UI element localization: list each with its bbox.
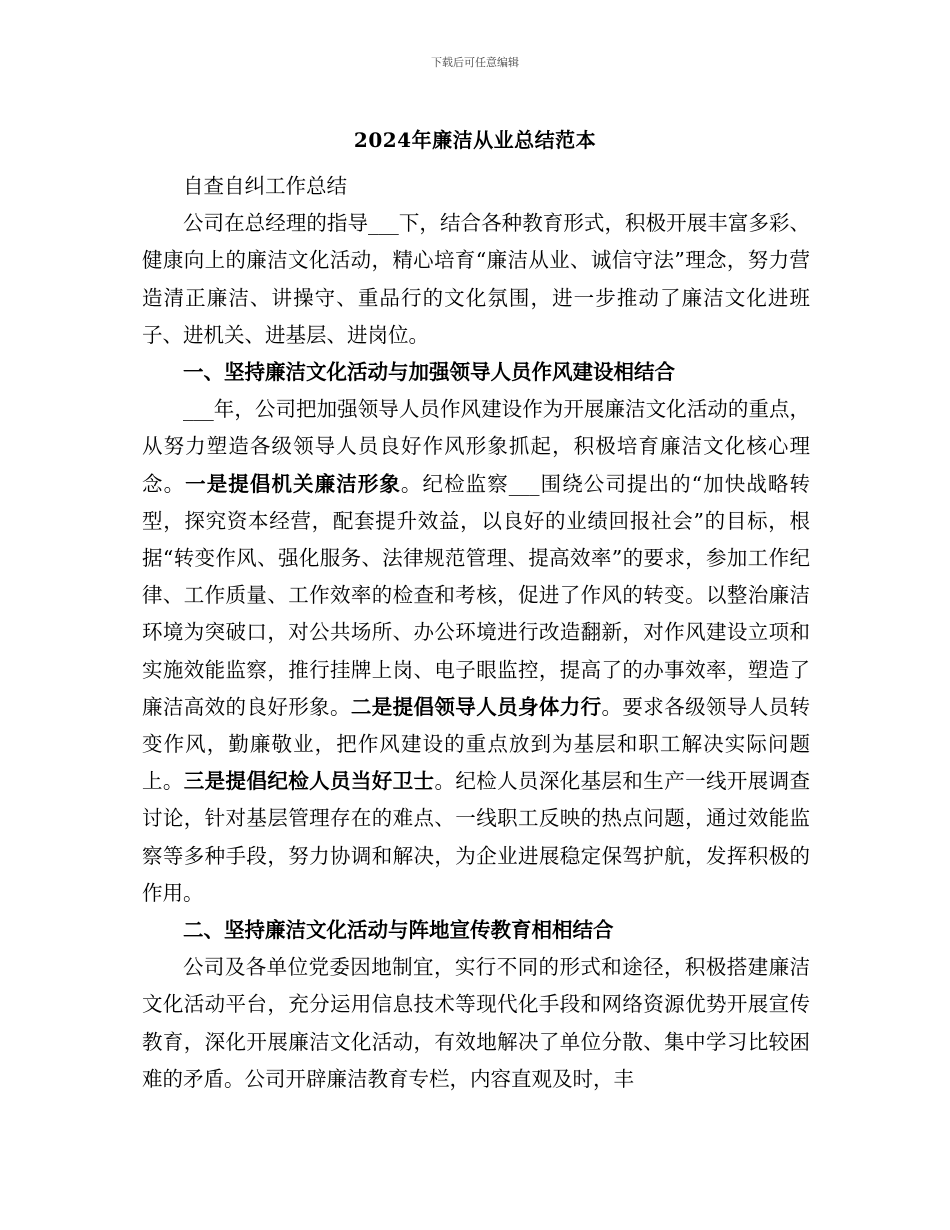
paragraph-section-2: 公司及各单位党委因地制宜，实行不同的形式和途径，积极搭建廉洁文化活动平台，充分运用信息技术等现代化手段和网络资源优势开展宣传教育，深化开展廉洁文化活动，有效地解决了单位分散、集中学习比较困难的矛盾。公司开辟廉洁教育专栏，内容直观及时，丰 bbox=[142, 955, 810, 1091]
section-heading-2: 二、坚持廉洁文化活动与阵地宣传教育相相结合 bbox=[183, 918, 614, 943]
paragraph-section-1 bbox=[142, 391, 810, 912]
paragraph-subtitle: 自查自纠工作总结 bbox=[183, 174, 347, 198]
document-title: 2024年廉洁从业总结范本 bbox=[353, 128, 597, 152]
text-run: ___年，公司把加强领导人员作风建设作为开展廉洁文化活动的重点，从努力塑造各级领导人员良好作风形象抓起，积极培育廉洁文化核心理念。 bbox=[142, 397, 810, 496]
bold-run-1: 一是提倡机关廉洁形象 bbox=[185, 471, 401, 496]
bold-run-2: 二是提倡领导人员身体力行 bbox=[350, 694, 602, 719]
text-run: 。纪检监察___围绕公司提出的“加快战略转型，探究资本经营，配套提升效益，以良好的业绩回报社会”的目标，根据“转变作风、强化服务、法律规范管理、提高效率”的要求，参加工作纪律、工作质量、工作效率的检查和考核，促进了作风的转变。以整治廉洁环境为突破口，对公共场所、办公环境进行改造翻新，对作风建设立项和实施效能监察，推行挂牌上岗、电子眼监控，提高了的办事效率，塑造了廉洁高效的良好形象。 bbox=[142, 471, 811, 719]
text-run: 。纪检人员深化基层和生产一线开展调查讨论，针对基层管理存在的难点、一线职工反映的热点问题，通过效能监察等多种手段，努力协调和解决，为企业进展稳定保驾护航，发挥积极的作用。 bbox=[142, 769, 811, 905]
bold-run-3: 三是提倡纪检人员当好卫士 bbox=[183, 769, 435, 794]
text-run: 。要求各级领导人员转变作风，勤廉敬业，把作风建设的重点放到为基层和职工解决实际问题上。 bbox=[142, 694, 811, 794]
header-note: 下载后可任意编辑 bbox=[431, 56, 519, 69]
document-body bbox=[142, 168, 810, 1098]
section-heading-1: 一、坚持廉洁文化活动与加强领导人员作风建设相结合 bbox=[183, 360, 675, 385]
paragraph-intro: 公司在总经理的指导___下，结合各种教育形式，积极开展丰富多彩、健康向上的廉洁文化活动，精心培育“廉洁从业、诚信守法”理念，努力营造清正廉洁、讲操守、重品行的文化氛围，进一步推动了廉洁文化进班子、进机关、进基层、进岗位。 bbox=[142, 211, 810, 347]
